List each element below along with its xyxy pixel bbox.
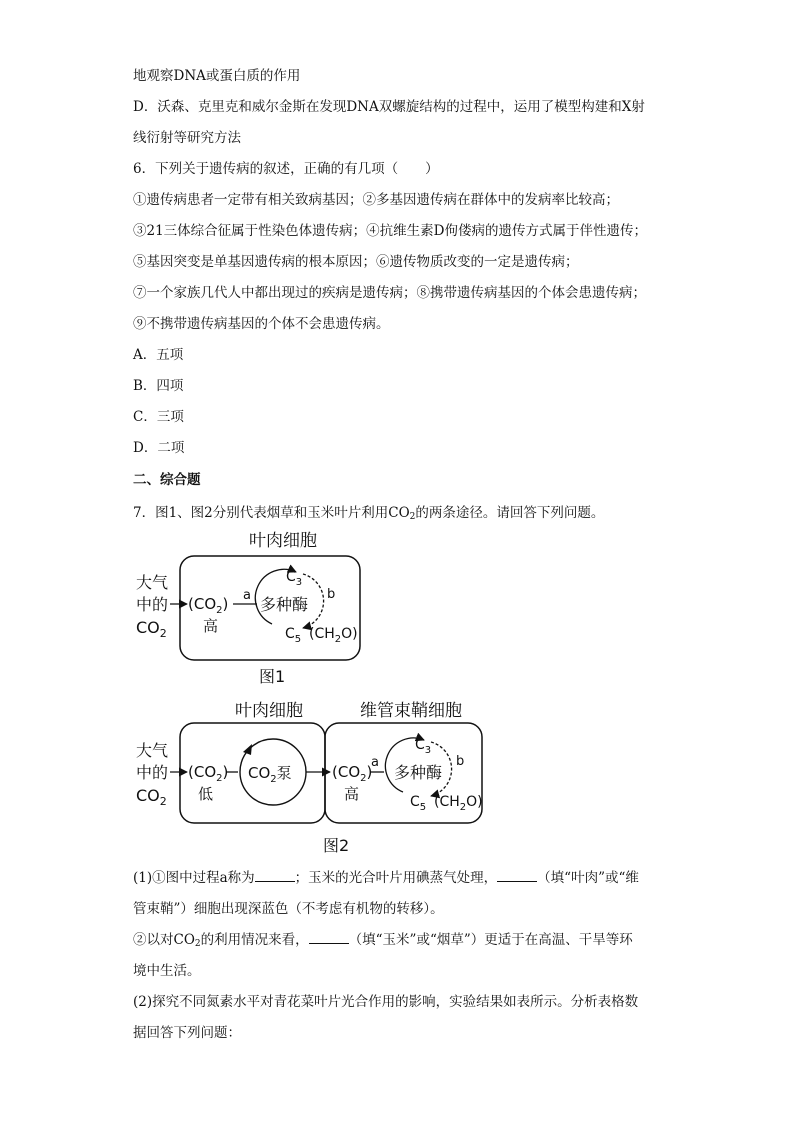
q1-line-1 <box>133 868 639 888</box>
option-d: D．二项 <box>133 440 185 456</box>
fig1-air-line2: 中的 <box>136 595 169 614</box>
q1-p2-c: （填“玉米”或“烟草”）更适于在高温、干旱等环 <box>348 932 633 948</box>
text-line-1: 地观察DNA或蛋白质的作用 <box>133 68 301 84</box>
figure-2 <box>136 701 483 855</box>
fig2-title-left: 叶肉细胞 <box>235 701 303 721</box>
fig2-caption: 图2 <box>323 836 350 855</box>
answer-blank-3[interactable] <box>309 931 349 944</box>
statement-line-2: ③21三体综合征属于性染色体遗传病；④抗维生素D佝偻病的遗传方式属于伴性遗传； <box>133 223 648 239</box>
q1-line-3 <box>133 930 633 954</box>
fig1-title: 叶肉细胞 <box>249 531 317 551</box>
text-line-3: 线衍射等研究方法 <box>133 130 241 146</box>
fig2-enzymes: 多种酶 <box>394 763 443 782</box>
fig1-enzymes: 多种酶 <box>260 595 309 614</box>
section-heading: 二、综合题 <box>133 472 201 488</box>
figure-1 <box>136 531 360 686</box>
q1-line-4: 境中生活。 <box>133 963 201 979</box>
q1-p2-a: ②以对CO <box>133 932 195 948</box>
fig2-title-right: 维管束鞘细胞 <box>360 701 462 721</box>
option-a: A．五项 <box>133 347 184 363</box>
q1-p2-sub: 2 <box>194 939 201 949</box>
fig2-level-high: 高 <box>344 785 360 803</box>
fig1-co2: $(CO_2)$ <box>188 595 229 616</box>
fig1-air-line3: $CO_2$ <box>136 618 167 640</box>
fig1-level-high: 高 <box>203 617 219 635</box>
text-line-2: D．沃森、克里克和威尔金斯在发现DNA双螺旋结构的过程中，运用了模型构建和X射 <box>133 99 645 115</box>
q2-line-1: (2)探究不同氮素水平对青花菜叶片光合作用的影响，实验结果如表所示。分析表格数 <box>133 994 639 1010</box>
q7-prefix: 7．图1、图2分别代表烟草和玉米叶片利用CO <box>133 505 410 521</box>
statement-line-5: ⑨不携带遗传病基因的个体不会患遗传病。 <box>133 316 390 332</box>
fig1-label-a: a <box>243 588 251 603</box>
answer-blank-1[interactable] <box>255 869 295 882</box>
fig1-air-line1: 大气 <box>136 573 169 592</box>
q1-part-c: （填“叶肉”或“维 <box>537 870 639 886</box>
fig2-co2-right: $(CO_2)$ <box>332 763 373 784</box>
fig2-pump-arrowhead <box>243 744 252 755</box>
fig2-c3: $C_3$ <box>415 737 432 756</box>
fig2-c5: $C_5$ <box>410 794 427 813</box>
fig2-pump-label: $CO_2$泵 <box>248 764 292 785</box>
q1-part-b: ；玉米的光合叶片用碘蒸气处理， <box>294 870 498 886</box>
fig2-co2-left: $(CO_2)$ <box>188 763 229 784</box>
answer-blank-2[interactable] <box>497 869 537 882</box>
statement-line-1: ①遗传病患者一定带有相关致病基因；②多基因遗传病在群体中的发病率比较高； <box>133 192 619 208</box>
q2-line-2: 据回答下列问题： <box>133 1025 241 1041</box>
q1-p2-b: 的利用情况来看， <box>200 932 309 948</box>
fig2-label-a: a <box>371 755 379 770</box>
fig2-b: b <box>456 754 465 769</box>
fig1-c5: $C_5$ <box>285 626 302 645</box>
fig1-b: b <box>327 587 336 602</box>
fig2-level-low: 低 <box>198 785 214 803</box>
fig2-ch2o: $(CH_2O)$ <box>434 794 483 813</box>
option-b: B．四项 <box>133 378 184 394</box>
fig2-air-line2: 中的 <box>136 763 169 782</box>
option-c: C．三项 <box>133 409 184 425</box>
fig2-air-line1: 大气 <box>136 741 169 760</box>
statement-line-3: ⑤基因突变是单基因遗传病的根本原因；⑥遗传物质改变的一定是遗传病； <box>133 254 579 270</box>
q1-line-2: 管束鞘”）细胞出现深蓝色（不考虑有机物的转移）。 <box>133 901 444 917</box>
fig1-ch2o: $(CH_2O)$ <box>309 626 358 645</box>
q7-suffix: 的两条途径。请回答下列问题。 <box>415 505 605 521</box>
fig1-caption: 图1 <box>259 667 286 686</box>
statement-line-4: ⑦一个家族几代人中都出现过的疾病是遗传病；⑧携带遗传病基因的个体会患遗传病； <box>133 285 646 301</box>
q1-part-a: (1)①图中过程a称为 <box>133 870 255 886</box>
fig1-c3: $C_3$ <box>286 569 303 588</box>
q7-sub: 2 <box>409 512 416 522</box>
fig2-air-line3: $CO_2$ <box>136 786 167 808</box>
question-6-stem: 6．下列关于遗传病的叙述，正确的有几项（ ） <box>133 161 439 177</box>
